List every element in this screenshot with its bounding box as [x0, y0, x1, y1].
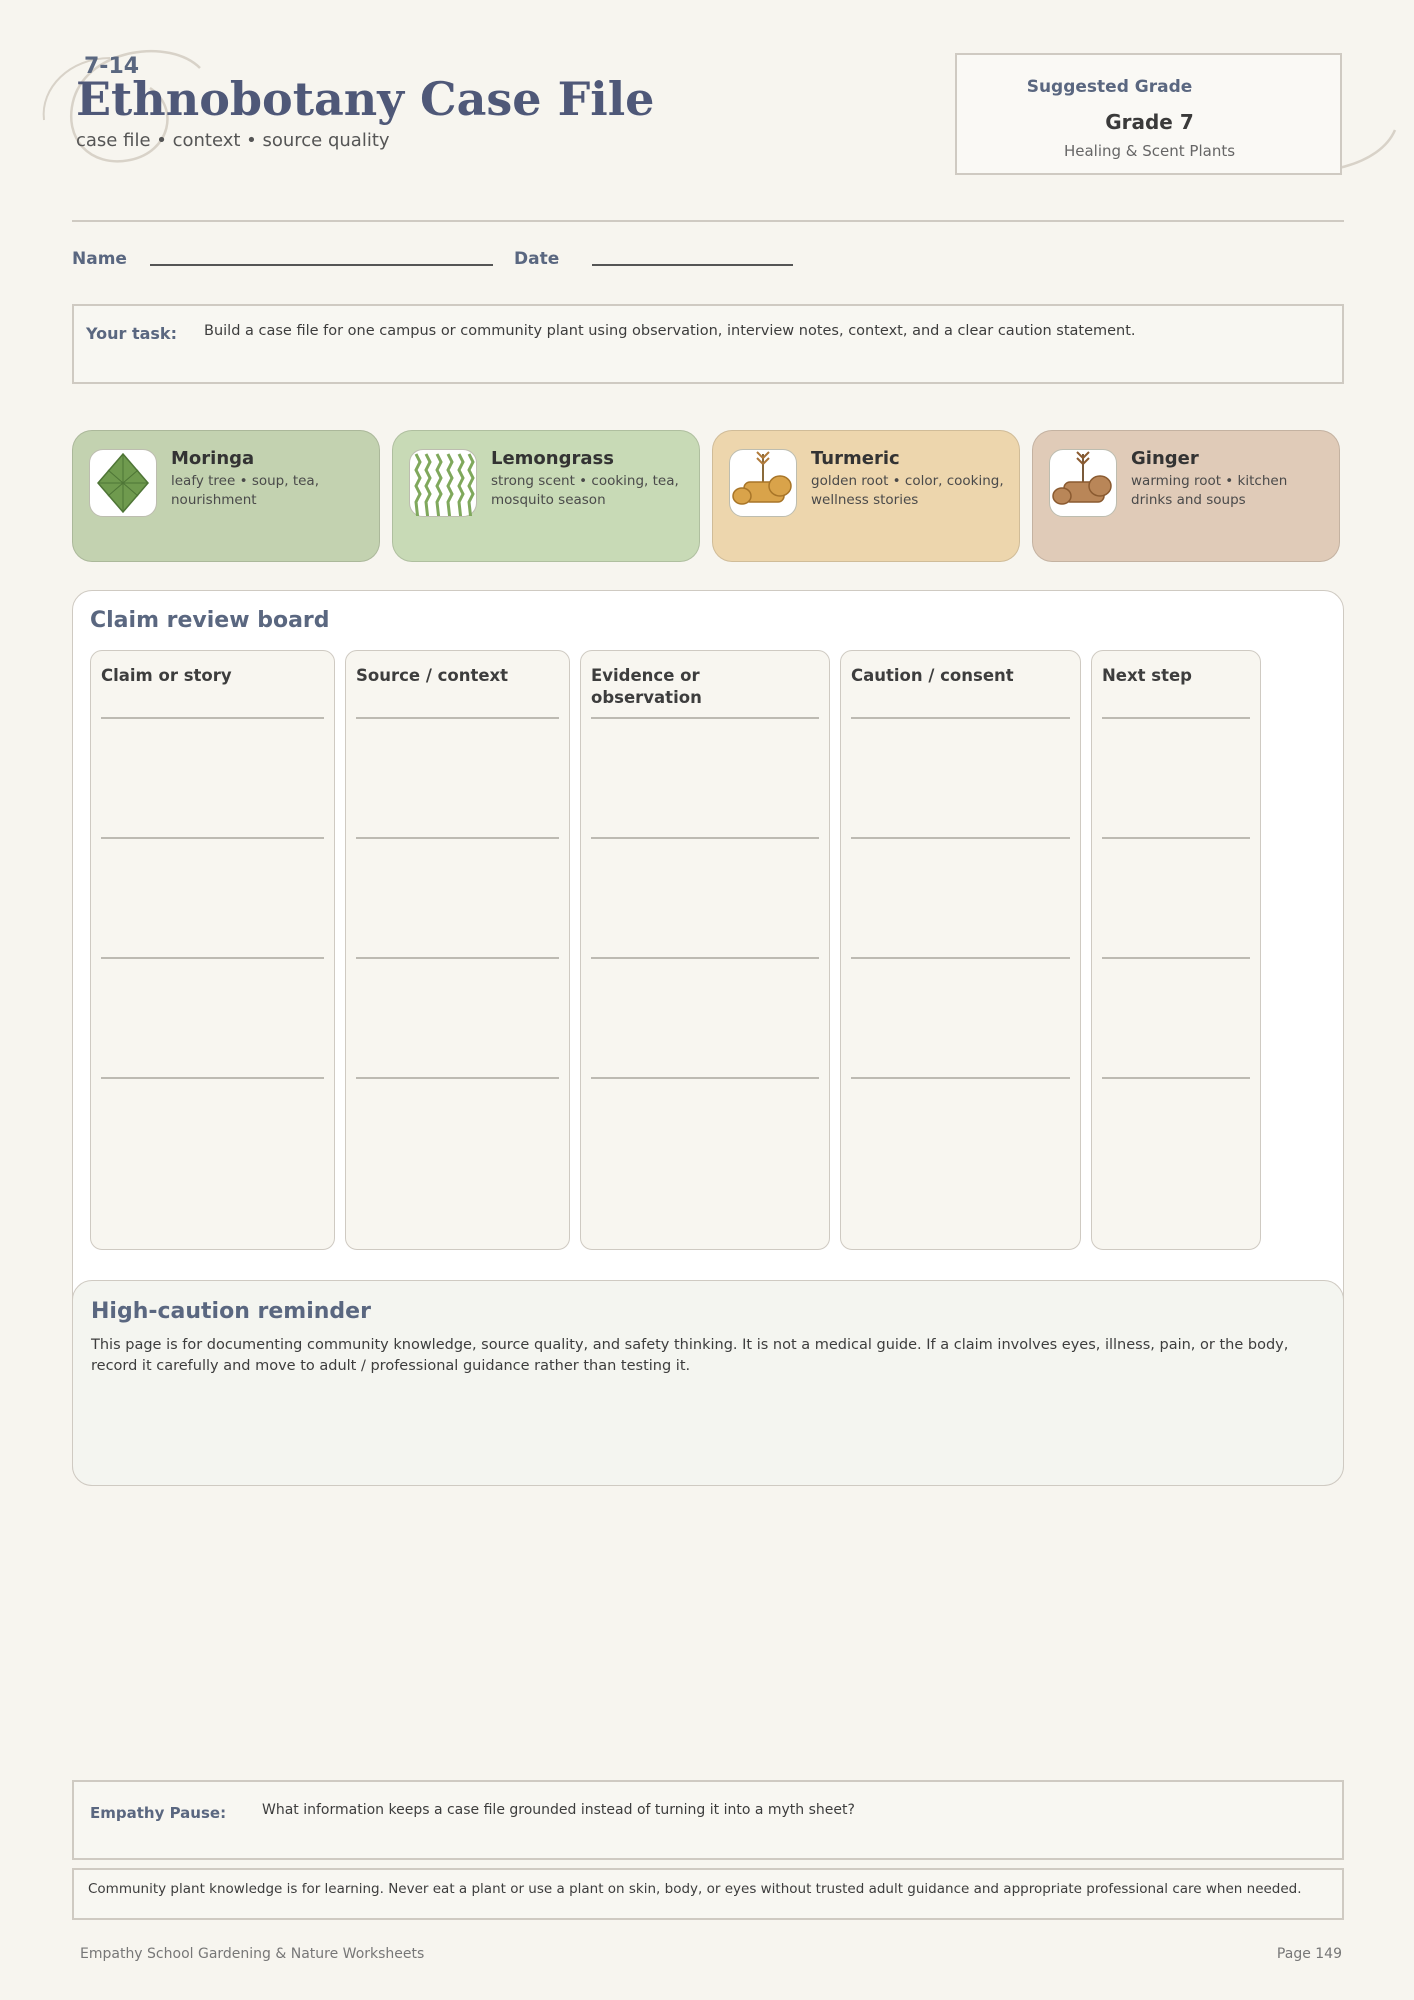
board-column-claim [90, 650, 335, 1250]
writing-line[interactable] [101, 837, 324, 839]
writing-line[interactable] [356, 837, 559, 839]
board-column-evidence [580, 650, 830, 1250]
grass-icon [410, 450, 476, 516]
root-icon [730, 450, 796, 516]
plant-description: golden root • color, cooking, wellness stories [811, 473, 1004, 508]
writing-line[interactable] [101, 1077, 324, 1079]
plant-card-lemongrass [392, 430, 700, 562]
suggested-grade-label: Suggested Grade [1026, 77, 1193, 97]
writing-line[interactable] [591, 957, 819, 959]
plant-name: Lemongrass [491, 448, 614, 469]
root-icon [1050, 450, 1116, 516]
empathy-pause-label: Empathy Pause: [90, 1804, 227, 1822]
plant-card-ginger [1032, 430, 1340, 562]
writing-line[interactable] [591, 717, 819, 719]
board-column-source [345, 650, 570, 1250]
writing-line[interactable] [1102, 957, 1250, 959]
grade-range: 7-14 [84, 54, 140, 79]
plant-description: leafy tree • soup, tea, nourishment [171, 473, 319, 508]
reminder-title: High-caution reminder [91, 1299, 371, 1324]
column-header: Evidence or observation [591, 666, 702, 707]
date-field[interactable] [592, 264, 793, 266]
column-header: Next step [1102, 666, 1192, 685]
writing-line[interactable] [101, 717, 324, 719]
plant-description: strong scent • cooking, tea, mosquito season [491, 473, 679, 508]
safety-note-box [72, 1868, 1344, 1920]
leaf-icon [90, 450, 156, 516]
writing-line[interactable] [356, 717, 559, 719]
date-label: Date [514, 249, 560, 269]
plant-icon-tile [729, 449, 797, 517]
name-label: Name [72, 249, 127, 269]
writing-line[interactable] [1102, 717, 1250, 719]
suggested-grade-value: Grade 7 [1105, 110, 1194, 134]
column-header: Claim or story [101, 666, 232, 685]
writing-line[interactable] [591, 837, 819, 839]
name-field[interactable] [150, 264, 493, 266]
header-divider [72, 220, 1344, 222]
plant-icon-tile [89, 449, 157, 517]
plant-description: warming root • kitchen drinks and soups [1131, 473, 1288, 508]
footer-series: Empathy School Gardening & Nature Worksheets [80, 1946, 425, 1962]
writing-line[interactable] [591, 1077, 819, 1079]
page-subtitle: case file • context • source quality [76, 130, 390, 151]
empathy-pause-text: What information keeps a case file grounded instead of turning it into a myth sheet? [262, 1802, 855, 1818]
board-title: Claim review board [90, 608, 330, 633]
reminder-text: This page is for documenting community knowledge, source quality, and safety thinking. It is not a medical guide. If a claim involves eyes, illness, pain, or the body, record it carefully and move to adult / professional guidance rather than testing it. [91, 1337, 1289, 1374]
plant-name: Moringa [171, 448, 255, 469]
plant-card-moringa [72, 430, 380, 562]
safety-note-text: Community plant knowledge is for learning. Never eat a plant or use a plant on skin, body, or eyes without trusted adult guidance and appropriate professional care when needed. [88, 1881, 1302, 1897]
plant-icon-tile [409, 449, 477, 517]
page-title: Ethnobotany Case File [76, 72, 655, 126]
writing-line[interactable] [851, 957, 1070, 959]
task-label: Your task: [86, 324, 177, 343]
plant-name: Turmeric [811, 448, 900, 469]
writing-line[interactable] [356, 957, 559, 959]
footer-page-number: Page 149 [1276, 1946, 1342, 1962]
column-header: Caution / consent [851, 666, 1014, 685]
writing-line[interactable] [851, 1077, 1070, 1079]
writing-line[interactable] [356, 1077, 559, 1079]
task-box [72, 304, 1344, 384]
plant-name: Ginger [1131, 448, 1199, 469]
writing-line[interactable] [101, 957, 324, 959]
writing-line[interactable] [851, 837, 1070, 839]
board-column-caution [840, 650, 1081, 1250]
plant-card-turmeric [712, 430, 1020, 562]
empathy-pause-box [72, 1780, 1344, 1860]
suggested-grade-theme: Healing & Scent Plants [1063, 142, 1236, 160]
column-header: Source / context [356, 666, 509, 685]
suggested-grade-box [955, 53, 1342, 175]
task-text: Build a case file for one campus or community plant using observation, interview notes, context, and a clear caution statement. [204, 323, 1136, 339]
plant-icon-tile [1049, 449, 1117, 517]
writing-line[interactable] [1102, 1077, 1250, 1079]
board-column-next-step [1091, 650, 1261, 1250]
writing-line[interactable] [851, 717, 1070, 719]
high-caution-reminder [72, 1280, 1344, 1486]
writing-line[interactable] [1102, 837, 1250, 839]
